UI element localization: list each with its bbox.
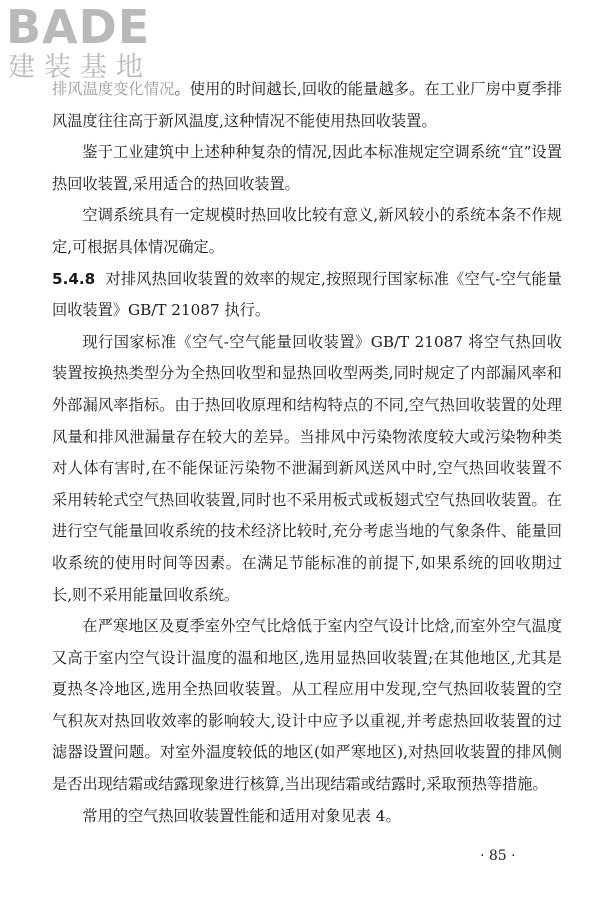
document-body xyxy=(52,74,562,832)
paragraph-7: 常用的空气热回收装置性能和适用对象见表 4。 xyxy=(82,806,401,825)
paragraph-2: 鉴于工业建筑中上述种种复杂的情况,因此本标准规定空调系统“宜”设置热回收装置,采用适合的热回收装置。 xyxy=(52,143,562,193)
clause-5-4-8 xyxy=(52,264,562,327)
logo-subtitle: 建装基地 xyxy=(8,52,152,83)
logo-wordmark: BADE xyxy=(6,0,151,54)
paragraph-1 xyxy=(52,74,562,137)
paragraph-1-text: 。使用的时间越长,回收的能量越多。在工业厂房中夏季排风温度往往高于新风温度,这种情况不能使用热回收装置。 xyxy=(52,80,563,130)
paragraph-3: 空调系统具有一定规模时热回收比较有意义,新风较小的系统本条不作规定,可根据具体情况确定。 xyxy=(52,206,562,256)
clause-number: 5.4.8 xyxy=(52,269,96,288)
paragraph-1-faded-start: 排风温度变化情况 xyxy=(52,80,175,98)
paragraph-5: 现行国家标准《空气-空气能量回收装置》GB/T 21087 将空气热回收装置按换热类型分为全热回收型和显热回收型两类,同时规定了内部漏风率和外部漏风率指标。由于热回收原理和结构特点的不同,空气热回收装置的处理风量和排风泄漏量存在较大的差异。当排风中污染物浓度较大或污染物种类对人体有害时,在不能保证污染物不泄漏到新风送风中时,空气热回收装置不采用转轮式空气热回收装置,同时也不采用板式或板翅式空气热回收装置。在进行空气能量回收系统的技术经济比较时,充分考虑当地的气象条件、能量回收系统的使用时间等因素。在满足节能标准的前提下,如果系统的回收期过长,则不采用能量回收系统。 xyxy=(52,332,562,604)
clause-text: 对排风热回收装置的效率的规定,按照现行国家标准《空气-空气能量回收装置》GB/T 21087 执行。 xyxy=(52,269,562,320)
paragraph-6: 在严寒地区及夏季室外空气比焓低于室内空气设计比焓,而室外空气温度又高于室内空气设计温度的温和地区,选用显热回收装置;在其他地区,尤其是夏热冬冷地区,选用全热回收装置。从工程应用中发现,空气热回收装置的空气积灰对热回收效率的影响较大,设计中应予以重视,并考虑热回收装置的过滤器设置问题。对室外温度较低的地区(如严寒地区),对热回收装置的排风侧是否出现结霜或结露现象进行核算,当出现结霜或结露时,采取预热等措施。 xyxy=(52,617,562,794)
page-number: · 85 · xyxy=(480,848,516,864)
